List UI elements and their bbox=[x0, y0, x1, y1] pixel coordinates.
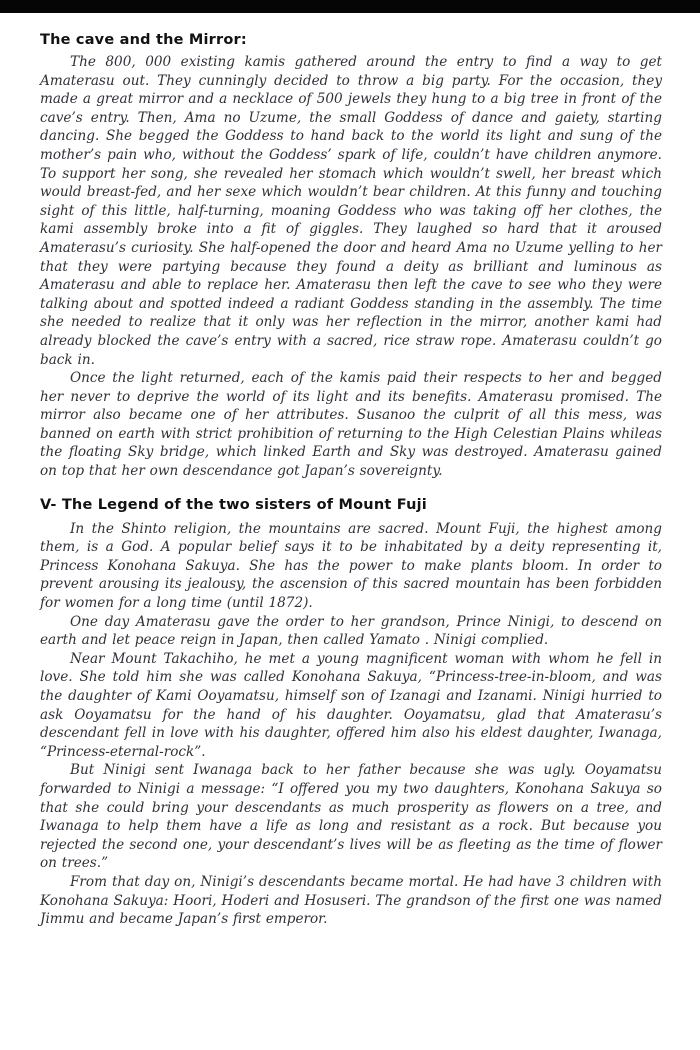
paragraph: Once the light returned, each of the kamis paid their respects to her and begged her never to deprive the world of its light and its benefits. Amaterasu promised. The mirror also became one of her attributes. Susanoo the culprit of all this mess, was banned on earth with strict prohibition of returning to the High Celestian Plains whileas the floating Sky bridge, which linked Earth and Sky was destroyed. Amaterasu gained on top that her own descendance got Japan’s sovereignty. bbox=[40, 370, 662, 480]
paragraph: But Ninigi sent Iwanaga back to her father because she was ugly. Ooyamatsu forwarded to Ninigi a message: “I offered you my two daughters, Konohana Sakuya so that she could bring your descendants as much prosperity as flowers on a tree, and Iwanaga to help them have a life as long and resistant as a rock. But because you rejected the second one, your descendant’s lives will be as fleeting as the time of flower on trees.” bbox=[40, 762, 662, 872]
section-heading: The cave and the Mirror: bbox=[40, 32, 247, 48]
section-cave-and-mirror bbox=[40, 32, 662, 481]
paragraph: One day Amaterasu gave the order to her grandson, Prince Ninigi, to descend on earth and let peace reign in Japan, then called Yamato . Ninigi complied. bbox=[40, 613, 662, 649]
scan-edge-bar bbox=[0, 0, 700, 13]
paragraph: Near Mount Takachiho, he met a young magnificent woman with whom he fell in love. She told him she was called Konohana Sakuya, “Princess-tree-in-bloom, and was the daughter of Kami Ooyamatsu, himself son of Izanagi and Izanami. Ninigi hurried to ask Ooyamatsu for the hand of his daughter. Ooyamatsu, glad that Amaterasu’s descendant fell in love with his daughter, offered him also his eldest daughter, Iwanaga, “Princess-eternal-rock”. bbox=[40, 650, 662, 760]
section-heading: V- The Legend of the two sisters of Mount Fuji bbox=[40, 496, 427, 513]
paragraph: In the Shinto religion, the mountains are sacred. Mount Fuji, the highest among them, is a God. A popular belief says it to be inhabitated by a deity representing it, Princess Konohana Sakuya. She has the power to make plants bloom. In order to prevent arousing its jealousy, the ascension of this sacred mountain has been forbidden for women for a long time (until 1872). bbox=[40, 520, 662, 612]
section-two-sisters-mount-fuji bbox=[40, 497, 662, 929]
paragraph: From that day on, Ninigi’s descendants became mortal. He had have 3 children with Konohana Sakuya: Hoori, Hoderi and Hosuseri. The grandson of the first one was named Jimmu and became Japan’s first emperor. bbox=[40, 873, 662, 928]
paragraph: The 800, 000 existing kamis gathered around the entry to find a way to get Amaterasu out. They cunningly decided to throw a big party. For the occasion, they made a great mirror and a necklace of 500 jewels they hung to a big tree in front of the cave’s entry. Then, Ama no Uzume, the small Goddess of dance and gaiety, starting dancing. She begged the Goddess to hand back to the world its light and sung of the mother’s pain who, without the Goddess’ spark of life, couldn’t have children anymore. To support her song, she revealed her stomach which wouldn’t swell, her breast which would breast-fed, and her sexe which wouldn’t bear children. At this funny and touching sight of this little, half-turning, moaning Goddess who was taking off her clothes, the kami assembly broke into a fit of giggles. They laughed so hard that it aroused Amaterasu’s curiosity. She half-opened the door and heard Ama no Uzume yelling to her that they were partying because they found a deity as brilliant and luminous as Amaterasu and able to replace her. Amaterasu then left the cave to see who they were talking about and spotted indeed a radiant Goddess standing in the assembly. The time she needed to realize that it only was her reflection in the mirror, another kami had already blocked the cave’s entry with a sacred, rice straw rope. Amaterasu couldn’t go back in. bbox=[40, 54, 662, 368]
document-content bbox=[40, 13, 662, 929]
